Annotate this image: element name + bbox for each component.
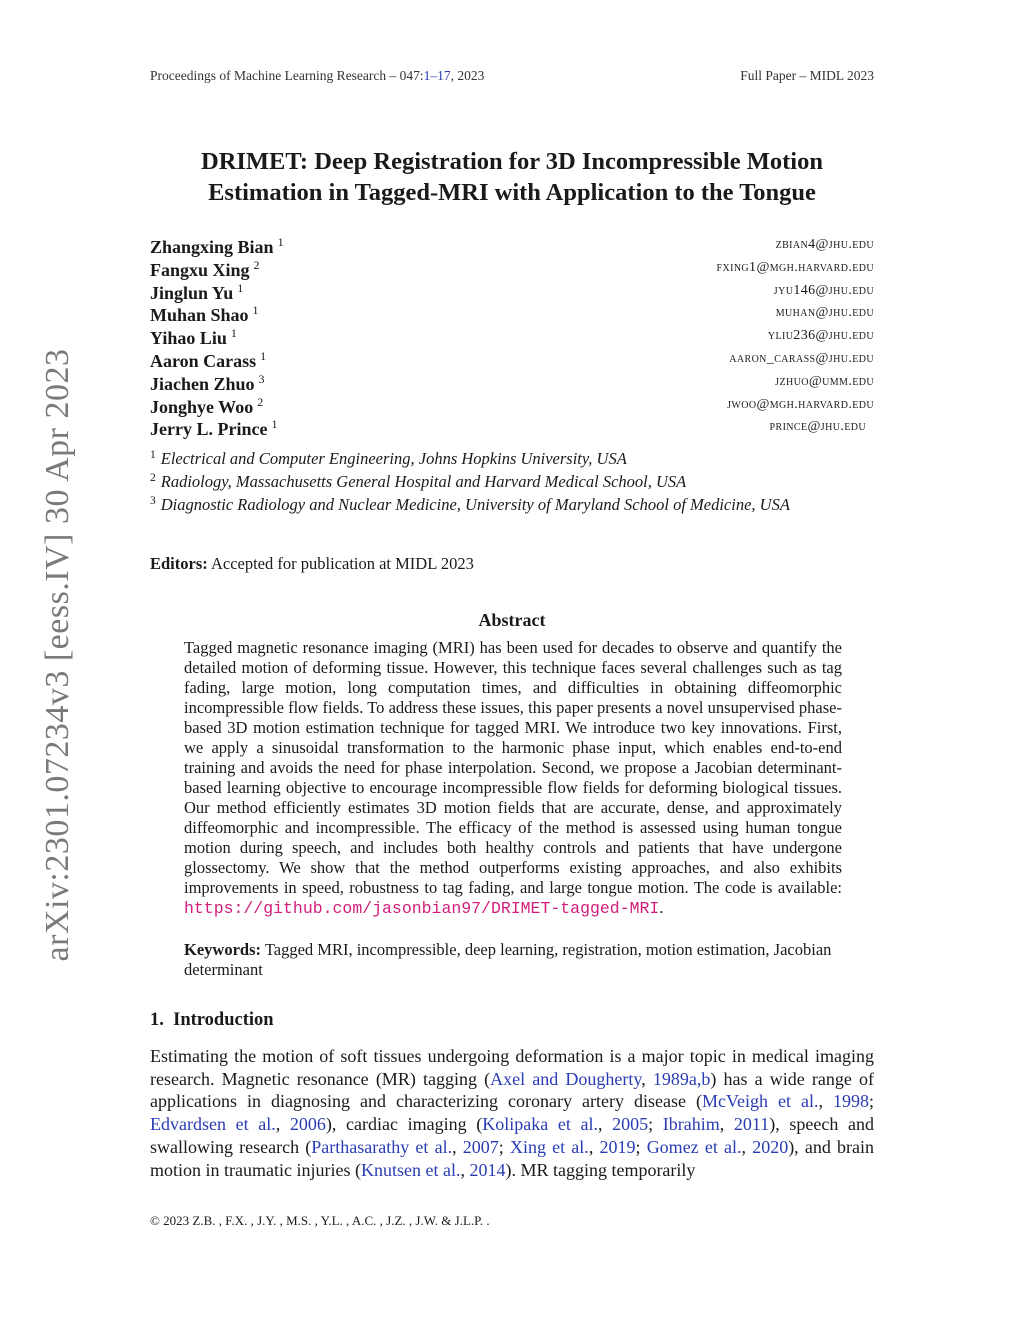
citation-link[interactable]: 2011: [733, 1114, 770, 1135]
title-line-1: DRIMET: Deep Registration for 3D Incompressible Motion: [201, 148, 823, 175]
author-email[interactable]: jyu146@jhu.edu: [773, 282, 874, 298]
abstract-body: Tagged magnetic resonance imaging (MRI) has been used for decades to observe and quantify the detailed motion of deforming tissue. However, this technique faces several challenges such as tag fading, large motion, long computation times, and difficulties in obtaining diffeomorphic incompressible flow fields. To address these issues, this paper presents a novel unsupervised phase-based 3D motion estimation technique for tagged MRI. We introduce two key innovations. First, we apply a sinusoidal transformation to the harmonic phase input, which enables end-to-end training and avoids the need for phase interpolation. Second, we propose a Jacobian determinant-based learning objective to encourage incompressible flow fields for deforming biological tissues. Our method efficiently estimates 3D motion fields that are accurate, dense, and approximately diffeomorphic and incompressible. The efficacy of the method is assessed using human tongue motion during speech, and includes both healthy controls and patients that have undergone glossectomy. We show that the method outperforms existing approaches, and also exhibits improvements in speed, robustness to tag fading, and large tongue motion. The code is available: https://github.com/jasonbian97/DRIMET-tagged-MRI.: [184, 638, 842, 918]
author-email[interactable]: jzhuo@umm.edu: [775, 373, 874, 389]
arxiv-stamp: arXiv:2301.07234v3 [eess.IV] 30 Apr 2023: [39, 348, 76, 962]
author-email[interactable]: muhan@jhu.edu: [775, 305, 874, 321]
author-email[interactable]: zbian4@jhu.edu: [775, 237, 874, 252]
citation-link[interactable]: Ibrahim: [662, 1114, 720, 1135]
intro-paragraph: Estimating the motion of soft tissues undergoing deformation is a major topic in medical imaging research. Magnetic resonance (MR) tagging (Axel and Dougherty, 1989a,b) has a wide range of applications in diagnosing and characterizing coronary artery disease (McVeigh et al., 1998; Edvardsen et al., 2006), cardiac imaging (Kolipaka et al., 2005; Ibrahim, 2011), speech and swallowing research (Parthasarathy et al., 2007; Xing et al., 2019; Gomez et al., 2020), and brain motion in traumatic injuries (Knutsen et al., 2014). MR tagging temporarily: [150, 1046, 875, 1180]
citation-link[interactable]: Kolipaka et al.: [482, 1114, 598, 1135]
author-name: Jonghye Woo $^2$: [150, 394, 264, 417]
author-name: Zhangxing Bian $^1$: [150, 235, 284, 257]
citation-link[interactable]: Parthasarathy et al.: [311, 1136, 453, 1157]
citation-link[interactable]: Xing et al.: [509, 1136, 589, 1157]
author-list: [150, 235, 874, 440]
running-header-right: Full Paper – MIDL 2023: [740, 68, 874, 83]
editors-text: Accepted for publication at MIDL 2023: [207, 554, 474, 573]
author-row: [150, 235, 874, 258]
citation-link[interactable]: 2019: [599, 1136, 636, 1157]
author-name: Jerry L. Prince $^1$: [150, 417, 278, 440]
author-row: [150, 372, 874, 395]
citation-link[interactable]: 1989a,b: [652, 1068, 711, 1089]
author-row: [150, 258, 874, 281]
author-email[interactable]: jwoo@mgh.harvard.edu: [727, 396, 874, 412]
author-email[interactable]: prince@jhu.edu: [769, 419, 866, 435]
citation-link[interactable]: Axel and Dougherty: [490, 1068, 642, 1089]
citation-link[interactable]: 2014: [469, 1159, 506, 1180]
title-line-2: Estimation in Tagged-MRI with Application to the Tongue: [208, 179, 816, 206]
proceedings-text: Proceedings of Machine Learning Research – 047:: [150, 68, 424, 83]
citation-link[interactable]: 2005: [612, 1114, 649, 1135]
keywords-line: [184, 940, 842, 980]
section-heading: 1. Introduction: [150, 1010, 274, 1030]
citation-link[interactable]: 1998: [833, 1091, 870, 1112]
citation-link[interactable]: 2007: [462, 1136, 499, 1157]
keywords-text: Tagged MRI, incompressible, deep learning, registration, motion estimation, Jacobian determinant: [184, 940, 832, 979]
author-email[interactable]: yliu236@jhu.edu: [767, 328, 874, 344]
proceedings-year: , 2023: [450, 68, 485, 83]
affiliation-item: $^3$ Diagnostic Radiology and Nuclear Medicine, University of Maryland School of Medicine, USA: [150, 495, 790, 514]
author-name: Jiachen Zhuo $^3$: [150, 371, 265, 394]
affiliation-item: $^2$ Radiology, Massachusetts General Hospital and Harvard Medical School, USA: [150, 472, 687, 491]
citation-link[interactable]: Gomez et al.: [646, 1136, 742, 1157]
author-row: [150, 303, 874, 326]
editors-label: Editors:: [150, 554, 208, 573]
author-email[interactable]: fxing1@mgh.harvard.edu: [716, 259, 874, 275]
affiliation-list: [150, 449, 874, 518]
running-header-left: [150, 68, 484, 84]
citation-link[interactable]: Edvardsen et al.: [150, 1114, 276, 1135]
paper-title: [0, 146, 1024, 208]
author-row: [150, 281, 874, 304]
author-name: Muhan Shao $^1$: [150, 303, 259, 326]
author-name: Yihao Liu $^1$: [150, 326, 237, 349]
author-name: Fangxu Xing $^2$: [150, 257, 260, 280]
editors-line: [150, 554, 474, 574]
author-row: [150, 326, 874, 349]
author-row: [150, 395, 874, 418]
abstract-heading: Abstract: [478, 610, 546, 630]
citation-link[interactable]: 2020: [752, 1136, 789, 1157]
pages-link[interactable]: 1–17: [423, 68, 451, 83]
citation-link[interactable]: Knutsen et al.: [360, 1159, 461, 1180]
keywords-label: Keywords:: [184, 940, 261, 959]
author-row: [150, 349, 874, 372]
code-url-link[interactable]: https://github.com/jasonbian97/DRIMET-tagged-MRI: [184, 899, 660, 918]
abstract-text: Tagged magnetic resonance imaging (MRI) has been used for decades to observe and quantify the detailed motion of deforming tissue. However, this technique faces several challenges such as tag fading, large motion, long computation times, and difficulties in obtaining diffeomorphic incompressible flow fields. To address these issues, this paper presents a novel unsupervised phase-based 3D motion estimation technique for tagged MRI. We introduce two key innovations. First, we apply a sinusoidal transformation to the harmonic phase input, which enables end-to-end training and avoids the need for phase interpolation. Second, we propose a Jacobian determinant-based learning objective to encourage incompressible flow fields for deforming biological tissues. Our method efficiently estimates 3D motion fields that are accurate, dense, and approximately diffeomorphic and incompressible. The efficacy of the method is assessed using human tongue motion during speech, and includes both healthy controls and patients that have undergone glossectomy. We show that the method outperforms existing approaches, and also exhibits improvements in speed, robustness to tag fading, and large tongue motion. The code is available:: [184, 638, 842, 897]
citation-link[interactable]: 2006: [289, 1114, 326, 1135]
copyright-footer: © 2023 Z.B. , F.X. , J.Y. , M.S. , Y.L. , A.C. , J.Z. , J.W. & J.L.P. .: [150, 1213, 490, 1228]
author-row: [150, 417, 874, 440]
affiliation-item: $^1$ Electrical and Computer Engineering, Johns Hopkins University, USA: [150, 449, 627, 468]
author-name: Aaron Carass $^1$: [150, 348, 267, 371]
author-name: Jinglun Yu $^1$: [150, 280, 244, 303]
citation-link[interactable]: McVeigh et al.: [701, 1091, 819, 1112]
author-email[interactable]: aaron_carass@jhu.edu: [729, 350, 874, 366]
